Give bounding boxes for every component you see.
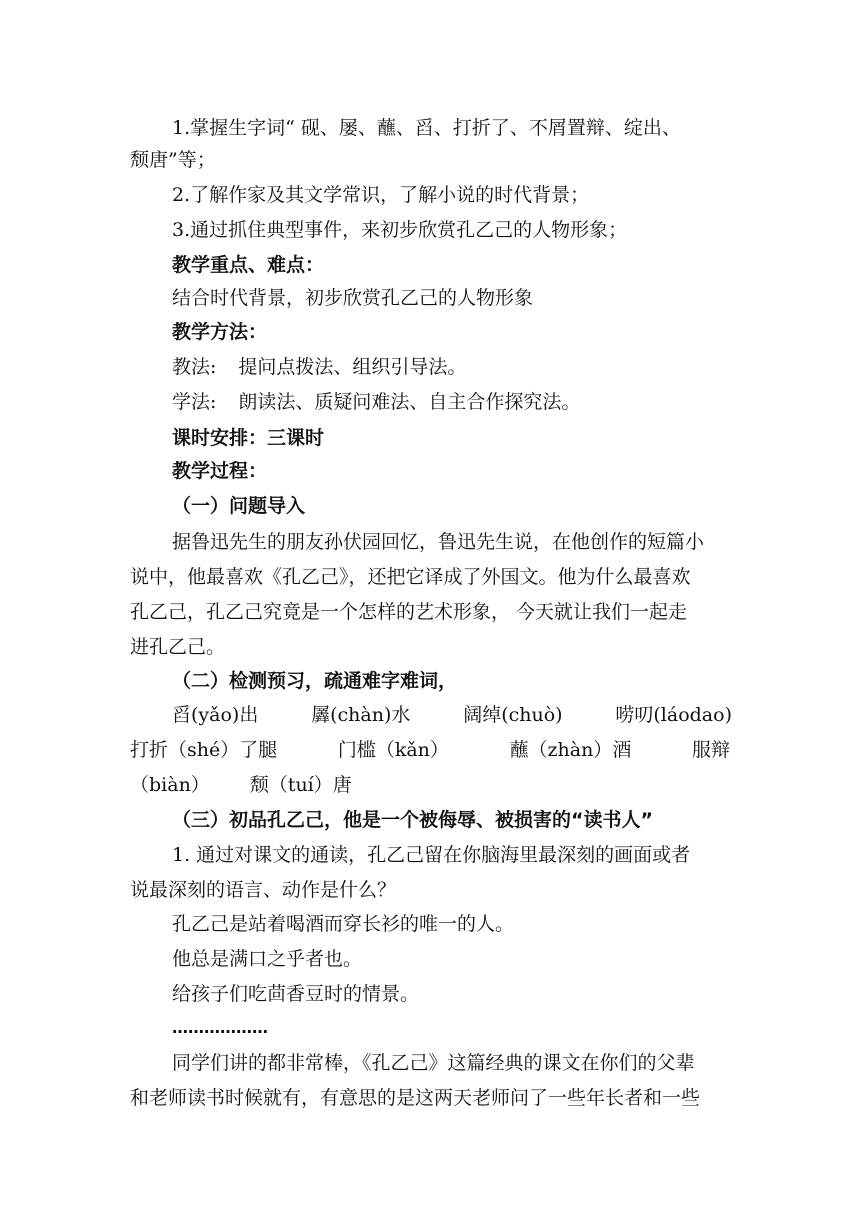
vocab-item: 唠叨(láodao) (615, 704, 732, 726)
vocab-item: 打折（shé）了腿 (130, 739, 278, 761)
learning-method (172, 390, 772, 414)
learning-method-label: 学法: (172, 391, 217, 413)
teaching-method-text: 提问点拨法、组织引导法。 (238, 356, 467, 378)
vocab-item: 服辩 (691, 739, 730, 761)
objective-3: 3.通过抓住典型事件，来初步欣赏孔乙己的人物形象； (172, 219, 628, 241)
closing-line-2: 和老师读书时候就有，有意思的是这两天老师问了一些年长者和一些 (130, 1087, 701, 1109)
vocab-row-3 (130, 773, 730, 797)
vocab-item: 阔绰(chuò) (463, 704, 563, 726)
answer-1: 孔乙己是站着喝酒而穿长衫的唯一的人。 (172, 913, 515, 935)
vocab-item: 舀(yǎo)出 (172, 704, 259, 726)
section-1-line-3: 孔乙己，孔乙己究竟是一个怎样的艺术形象， 今天就让我们一起走 (130, 601, 688, 623)
methods-heading: 教学方法： (172, 321, 268, 343)
key-points-heading: 教学重点、难点： (172, 254, 325, 276)
vocab-item: 蘸（zhàn）酒 (509, 739, 632, 761)
schedule: 课时安排：三课时 (172, 427, 325, 449)
answer-3: 给孩子们吃茴香豆时的情景。 (172, 983, 420, 1005)
closing-line-1: 同学们讲的都非常棒，《孔乙己》这篇经典的课文在你们的父辈 (172, 1052, 695, 1074)
process-heading: 教学过程： (172, 460, 268, 482)
question-1-line-1: 1. 通过对课文的通读，孔乙己留在你脑海里最深刻的画面或者 (172, 844, 691, 866)
vocab-item: 颓（tuí）唐 (249, 774, 352, 796)
learning-method-text: 朗读法、质疑问难法、自主合作探究法。 (238, 391, 581, 413)
ellipsis: ……………… (172, 1018, 268, 1037)
section-2-heading: （二）检测预习，疏通难字难词， (172, 670, 458, 692)
vocab-item: （biàn） (130, 774, 210, 796)
section-1-line-2: 说中，他最喜欢《孔乙己》，还把它译成了外国文。他为什么最喜欢 (130, 566, 691, 588)
section-3-heading: （三）初品孔乙己，他是一个被侮辱、被损害的“读书人” (172, 809, 653, 831)
teaching-method (172, 355, 772, 379)
section-1-line-1: 据鲁迅先生的朋友孙伏园回忆，鲁迅先生说，在他创作的短篇小 (172, 531, 705, 553)
teaching-method-label: 教法: (172, 356, 217, 378)
vocab-item: 门槛（kǎn） (337, 739, 449, 761)
objective-2: 2.了解作家及其文学常识，了解小说的时代背景； (172, 184, 590, 206)
objective-1-line-1: 1.掌握生字词“ 砚、屡、蘸、舀、打折了、不屑置辩、绽出、 (172, 117, 681, 139)
section-1-heading: （一）问题导入 (172, 495, 306, 517)
answer-2: 他总是满口之乎者也。 (172, 948, 363, 970)
question-1-line-2: 说最深刻的语言、动作是什么？ (130, 879, 397, 901)
objective-1-line-2: 颓唐”等； (130, 149, 216, 171)
vocab-item: 羼(chàn)水 (311, 704, 411, 726)
vocab-row-1 (172, 703, 732, 727)
vocab-row-2 (130, 738, 730, 762)
section-1-line-4: 进孔乙己。 (130, 636, 226, 658)
key-points-text: 结合时代背景，初步欣赏孔乙己的人物形象 (172, 287, 534, 309)
